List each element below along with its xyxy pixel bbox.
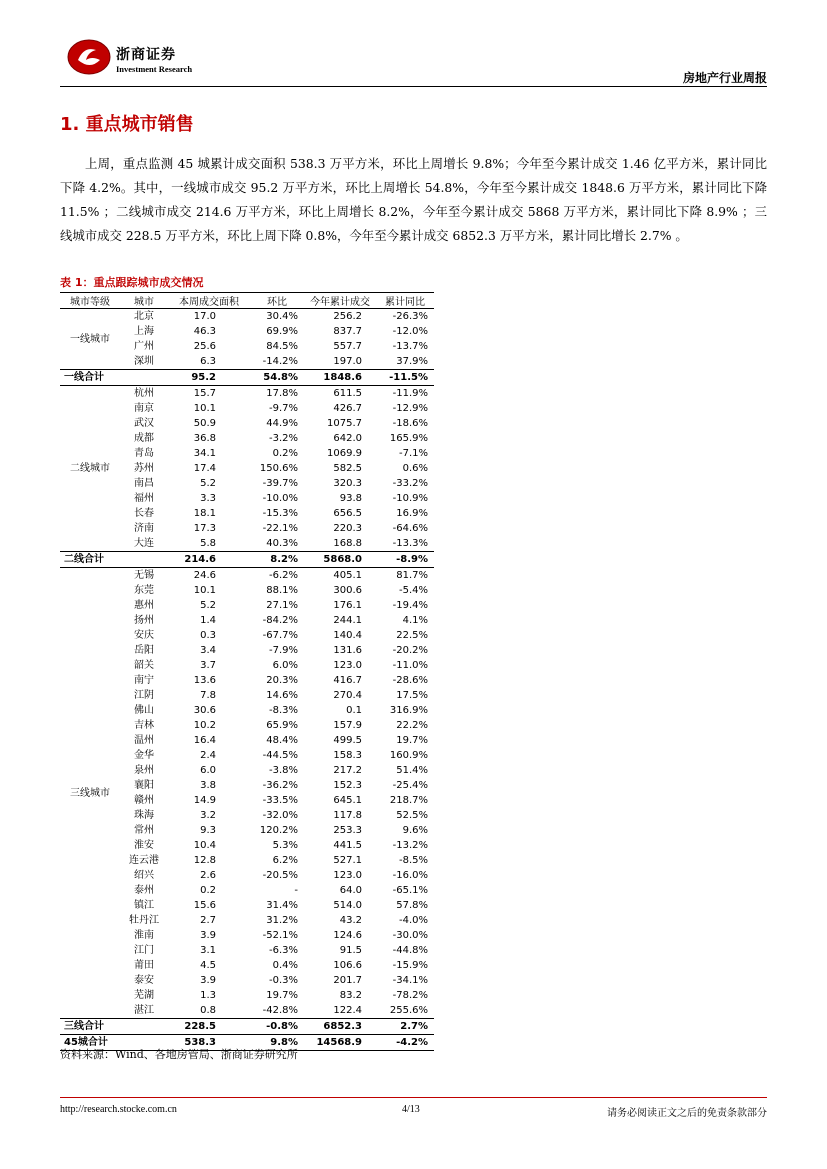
value-cell: 4.5 bbox=[200, 960, 216, 971]
value-cell: 93.8 bbox=[339, 493, 362, 504]
value-cell: -84.2% bbox=[262, 615, 298, 626]
header-yoy: 累计同比 bbox=[376, 293, 434, 309]
city-name: 韶关 bbox=[134, 660, 154, 671]
value-cell: 256.2 bbox=[333, 311, 362, 322]
value-cell: 120.2% bbox=[259, 825, 298, 836]
city-name: 吉林 bbox=[134, 720, 154, 731]
city-name: 惠州 bbox=[134, 600, 154, 611]
value-cell: 2.4 bbox=[200, 750, 216, 761]
value-cell: 157.9 bbox=[333, 720, 362, 731]
city-name: 杭州 bbox=[134, 388, 154, 399]
city-name: 成都 bbox=[134, 433, 154, 444]
value-cell: -52.1% bbox=[262, 930, 298, 941]
value-cell: -10.9% bbox=[392, 493, 428, 504]
city-name: 温州 bbox=[134, 735, 154, 746]
value-cell: 9.6% bbox=[402, 825, 428, 836]
tier-label: 二线城市 bbox=[70, 463, 110, 474]
value-cell: -11.0% bbox=[392, 660, 428, 671]
table-row bbox=[60, 386, 434, 402]
table-header-row bbox=[60, 293, 434, 309]
value-cell: 5.8 bbox=[200, 538, 216, 549]
value-cell: -10.0% bbox=[262, 493, 298, 504]
value-cell: 6.3 bbox=[200, 356, 216, 367]
city-name: 南昌 bbox=[134, 478, 154, 489]
value-cell: 3.2 bbox=[200, 810, 216, 821]
value-cell: 17.4 bbox=[193, 463, 216, 474]
value-cell: 1.4 bbox=[200, 615, 216, 626]
value-cell: 645.1 bbox=[333, 795, 362, 806]
value-cell: 3.3 bbox=[200, 493, 216, 504]
value-cell: 10.1 bbox=[193, 585, 216, 596]
value-cell: 83.2 bbox=[339, 990, 362, 1001]
value-cell: -64.6% bbox=[392, 523, 428, 534]
subtotal-value: 8.2% bbox=[250, 552, 304, 568]
value-cell: -13.7% bbox=[392, 341, 428, 352]
city-name: 深圳 bbox=[134, 356, 154, 367]
value-cell: 0.2% bbox=[272, 448, 298, 459]
value-cell: 15.7 bbox=[193, 388, 216, 399]
value-cell: 19.7% bbox=[266, 990, 298, 1001]
value-cell: 25.6 bbox=[193, 341, 216, 352]
value-cell: -8.5% bbox=[398, 855, 428, 866]
value-cell: 140.4 bbox=[333, 630, 362, 641]
value-cell: 16.9% bbox=[396, 508, 428, 519]
value-cell: 40.3% bbox=[266, 538, 298, 549]
summary-paragraph: 上周，重点监测 45 城累计成交面积 538.3 万平方米，环比上周增长 9.8%；今年至今累计成交 1.46 亿平方米，累计同比下降 4.2%。其中，一线城市成交 95.2 万平方米，环比上周增长 54.8%，今年至今累计成交 1848.6 万平方米，累计同比下降 11.5% ；二线城市成交 214.6 万平方米，环比上周增长 8.2%，今年至今累计成交 5868 万平方米，累计同比下降 8.9% ；三线城市成交 228.5 万平方米，环比上周下降 0.8%，今年至今累计成交 6852.3 万平方米，累计同比增长 2.7% 。 bbox=[60, 156, 767, 243]
value-cell: 51.4% bbox=[396, 765, 428, 776]
table-row bbox=[60, 568, 434, 584]
city-name: 南京 bbox=[134, 403, 154, 414]
value-cell: 117.8 bbox=[333, 810, 362, 821]
header-wow: 环比 bbox=[250, 293, 304, 309]
value-cell: 30.6 bbox=[193, 705, 216, 716]
subtotal-value: 95.2 bbox=[168, 370, 250, 386]
total-value: 538.3 bbox=[168, 1035, 250, 1051]
header-divider bbox=[60, 86, 767, 87]
value-cell: -18.6% bbox=[392, 418, 428, 429]
value-cell: 16.4 bbox=[193, 735, 216, 746]
city-name: 金华 bbox=[134, 750, 154, 761]
city-name: 湛江 bbox=[134, 1005, 154, 1016]
table-body bbox=[60, 309, 434, 1051]
city-name: 襄阳 bbox=[134, 780, 154, 791]
subtotal-value: -8.9% bbox=[376, 552, 434, 568]
value-cell: -36.2% bbox=[262, 780, 298, 791]
value-cell: 13.6 bbox=[193, 675, 216, 686]
value-cell: 10.2 bbox=[193, 720, 216, 731]
value-cell: 320.3 bbox=[333, 478, 362, 489]
value-cell: 837.7 bbox=[333, 326, 362, 337]
city-name: 济南 bbox=[134, 523, 154, 534]
subtotal-value: 228.5 bbox=[168, 1019, 250, 1035]
total-value: -4.2% bbox=[376, 1035, 434, 1051]
value-cell: 6.0% bbox=[272, 660, 298, 671]
value-cell: 17.0 bbox=[193, 311, 216, 322]
value-cell: -11.9% bbox=[392, 388, 428, 399]
footer-disclaimer: 请务必阅读正文之后的免责条款部分 bbox=[607, 1108, 767, 1119]
value-cell: 17.3 bbox=[193, 523, 216, 534]
value-cell: -13.2% bbox=[392, 840, 428, 851]
value-cell: 176.1 bbox=[333, 600, 362, 611]
value-cell: 91.5 bbox=[339, 945, 362, 956]
city-name: 长春 bbox=[134, 508, 154, 519]
subtotal-value: -11.5% bbox=[376, 370, 434, 386]
value-cell: 17.5% bbox=[396, 690, 428, 701]
subtotal-row bbox=[60, 552, 434, 568]
value-cell: 36.8 bbox=[193, 433, 216, 444]
value-cell: 6.0 bbox=[200, 765, 216, 776]
value-cell: 165.9% bbox=[389, 433, 428, 444]
value-cell: 69.9% bbox=[266, 326, 298, 337]
value-cell: -32.0% bbox=[262, 810, 298, 821]
city-name: 泰州 bbox=[134, 885, 154, 896]
value-cell: -22.1% bbox=[262, 523, 298, 534]
subtotal-value: 1848.6 bbox=[304, 370, 376, 386]
city-name: 福州 bbox=[134, 493, 154, 504]
value-cell: -6.3% bbox=[268, 945, 298, 956]
value-cell: 3.9 bbox=[200, 975, 216, 986]
value-cell: 316.9% bbox=[389, 705, 428, 716]
city-name: 江门 bbox=[134, 945, 154, 956]
city-name: 淮南 bbox=[134, 930, 154, 941]
value-cell: 152.3 bbox=[333, 780, 362, 791]
page-number: 4/13 bbox=[402, 1104, 420, 1115]
value-cell: 0.1 bbox=[346, 705, 362, 716]
value-cell: -7.9% bbox=[268, 645, 298, 656]
value-cell: 19.7% bbox=[396, 735, 428, 746]
value-cell: 197.0 bbox=[333, 356, 362, 367]
value-cell: -3.8% bbox=[268, 765, 298, 776]
value-cell: 88.1% bbox=[266, 585, 298, 596]
value-cell: -6.2% bbox=[268, 570, 298, 581]
header-weekly-area: 本周成交面积 bbox=[168, 293, 250, 309]
value-cell: -3.2% bbox=[268, 433, 298, 444]
value-cell: -44.8% bbox=[392, 945, 428, 956]
value-cell: 7.8 bbox=[200, 690, 216, 701]
city-name: 扬州 bbox=[134, 615, 154, 626]
subtotal-label: 二线合计 bbox=[60, 552, 168, 568]
value-cell: 2.6 bbox=[200, 870, 216, 881]
subtotal-value: 54.8% bbox=[250, 370, 304, 386]
table-row bbox=[60, 309, 434, 325]
value-cell: 1.3 bbox=[200, 990, 216, 1001]
city-name: 赣州 bbox=[134, 795, 154, 806]
value-cell: 3.9 bbox=[200, 930, 216, 941]
value-cell: 5.2 bbox=[200, 478, 216, 489]
value-cell: 1069.9 bbox=[327, 448, 362, 459]
value-cell: 3.7 bbox=[200, 660, 216, 671]
subtotal-value: 2.7% bbox=[376, 1019, 434, 1035]
value-cell: 3.4 bbox=[200, 645, 216, 656]
city-name: 佛山 bbox=[134, 705, 154, 716]
value-cell: 52.5% bbox=[396, 810, 428, 821]
value-cell: -4.0% bbox=[398, 915, 428, 926]
value-cell: -8.3% bbox=[268, 705, 298, 716]
city-name: 广州 bbox=[134, 341, 154, 352]
value-cell: 0.2 bbox=[200, 885, 216, 896]
value-cell: 253.3 bbox=[333, 825, 362, 836]
value-cell: 124.6 bbox=[333, 930, 362, 941]
value-cell: 48.4% bbox=[266, 735, 298, 746]
value-cell: -20.2% bbox=[392, 645, 428, 656]
subtotal-row bbox=[60, 1019, 434, 1035]
value-cell: -28.6% bbox=[392, 675, 428, 686]
city-name: 安庆 bbox=[134, 630, 154, 641]
value-cell: 65.9% bbox=[266, 720, 298, 731]
city-name: 南宁 bbox=[134, 675, 154, 686]
value-cell: 10.1 bbox=[193, 403, 216, 414]
city-name: 镇江 bbox=[134, 900, 154, 911]
city-name: 东莞 bbox=[134, 585, 154, 596]
value-cell: -26.3% bbox=[392, 311, 428, 322]
value-cell: -15.3% bbox=[262, 508, 298, 519]
subtotal-value: 214.6 bbox=[168, 552, 250, 568]
value-cell: 557.7 bbox=[333, 341, 362, 352]
value-cell: 244.1 bbox=[333, 615, 362, 626]
value-cell: 582.5 bbox=[333, 463, 362, 474]
value-cell: 160.9% bbox=[389, 750, 428, 761]
value-cell: 43.2 bbox=[339, 915, 362, 926]
value-cell: 14.6% bbox=[266, 690, 298, 701]
value-cell: 17.8% bbox=[266, 388, 298, 399]
value-cell: 611.5 bbox=[333, 388, 362, 399]
value-cell: 150.6% bbox=[259, 463, 298, 474]
value-cell: 44.9% bbox=[266, 418, 298, 429]
value-cell: 201.7 bbox=[333, 975, 362, 986]
value-cell: -34.1% bbox=[392, 975, 428, 986]
value-cell: 642.0 bbox=[333, 433, 362, 444]
city-name: 无锡 bbox=[134, 570, 154, 581]
value-cell: -16.0% bbox=[392, 870, 428, 881]
header-ytd: 今年累计成交 bbox=[304, 293, 376, 309]
value-cell: 57.8% bbox=[396, 900, 428, 911]
value-cell: 31.2% bbox=[266, 915, 298, 926]
value-cell: -5.4% bbox=[398, 585, 428, 596]
company-name-en: Investment Research bbox=[116, 64, 193, 74]
company-name-cn: 浙商证券 bbox=[116, 47, 176, 63]
value-cell: 22.5% bbox=[396, 630, 428, 641]
city-name: 连云港 bbox=[129, 855, 159, 866]
value-cell: 405.1 bbox=[333, 570, 362, 581]
city-name: 江阴 bbox=[134, 690, 154, 701]
city-name: 莆田 bbox=[134, 960, 154, 971]
value-cell: 218.7% bbox=[389, 795, 428, 806]
value-cell: 24.6 bbox=[193, 570, 216, 581]
value-cell: 84.5% bbox=[266, 341, 298, 352]
header-city: 城市 bbox=[120, 293, 168, 309]
value-cell: 527.1 bbox=[333, 855, 362, 866]
value-cell: -13.3% bbox=[392, 538, 428, 549]
city-name: 岳阳 bbox=[134, 645, 154, 656]
total-label: 45城合计 bbox=[60, 1035, 168, 1051]
value-cell: 270.4 bbox=[333, 690, 362, 701]
subtotal-label: 一线合计 bbox=[60, 370, 168, 386]
value-cell: 50.9 bbox=[193, 418, 216, 429]
subtotal-value: 6852.3 bbox=[304, 1019, 376, 1035]
value-cell: 31.4% bbox=[266, 900, 298, 911]
report-type: 房地产行业周报 bbox=[682, 71, 767, 85]
value-cell: 656.5 bbox=[333, 508, 362, 519]
value-cell: 1075.7 bbox=[327, 418, 362, 429]
value-cell: 46.3 bbox=[193, 326, 216, 337]
header-tier: 城市等级 bbox=[60, 293, 120, 309]
value-cell: -0.3% bbox=[268, 975, 298, 986]
subtotal-label: 三线合计 bbox=[60, 1019, 168, 1035]
value-cell: 0.3 bbox=[200, 630, 216, 641]
city-name: 绍兴 bbox=[134, 870, 154, 881]
value-cell: 0.4% bbox=[272, 960, 298, 971]
value-cell: 416.7 bbox=[333, 675, 362, 686]
city-name: 北京 bbox=[134, 311, 154, 322]
city-name: 武汉 bbox=[134, 418, 154, 429]
city-name: 苏州 bbox=[134, 463, 154, 474]
value-cell: 441.5 bbox=[333, 840, 362, 851]
value-cell: 106.6 bbox=[333, 960, 362, 971]
value-cell: -30.0% bbox=[392, 930, 428, 941]
value-cell: 168.8 bbox=[333, 538, 362, 549]
total-value: 9.8% bbox=[250, 1035, 304, 1051]
footer-url[interactable]: http://research.stocke.com.cn bbox=[60, 1104, 177, 1115]
value-cell: 14.9 bbox=[193, 795, 216, 806]
city-name: 芜湖 bbox=[134, 990, 154, 1001]
table-source: 资料来源：Wind、各地房管局、浙商证券研究所 bbox=[60, 1048, 298, 1061]
value-cell: 10.4 bbox=[193, 840, 216, 851]
value-cell: 12.8 bbox=[193, 855, 216, 866]
city-name: 泉州 bbox=[134, 765, 154, 776]
value-cell: 300.6 bbox=[333, 585, 362, 596]
value-cell: -12.9% bbox=[392, 403, 428, 414]
value-cell: -67.7% bbox=[262, 630, 298, 641]
value-cell: 0.6% bbox=[402, 463, 428, 474]
city-name: 牡丹江 bbox=[129, 915, 159, 926]
city-name: 大连 bbox=[134, 538, 154, 549]
total-value: 14568.9 bbox=[304, 1035, 376, 1051]
table-caption: 表 1：重点跟踪城市成交情况 bbox=[60, 276, 204, 289]
value-cell: 123.0 bbox=[333, 870, 362, 881]
value-cell: 15.6 bbox=[193, 900, 216, 911]
value-cell: 5.3% bbox=[272, 840, 298, 851]
value-cell: 3.8 bbox=[200, 780, 216, 791]
value-cell: 27.1% bbox=[266, 600, 298, 611]
value-cell: 81.7% bbox=[396, 570, 428, 581]
value-cell: 37.9% bbox=[396, 356, 428, 367]
subtotal-row bbox=[60, 370, 434, 386]
value-cell: 4.1% bbox=[402, 615, 428, 626]
value-cell: -44.5% bbox=[262, 750, 298, 761]
city-name: 淮安 bbox=[134, 840, 154, 851]
value-cell: 426.7 bbox=[333, 403, 362, 414]
value-cell: 220.3 bbox=[333, 523, 362, 534]
subtotal-value: -0.8% bbox=[250, 1019, 304, 1035]
value-cell: 20.3% bbox=[266, 675, 298, 686]
logo-icon bbox=[66, 38, 112, 76]
value-cell: 34.1 bbox=[193, 448, 216, 459]
value-cell: -65.1% bbox=[392, 885, 428, 896]
value-cell: 158.3 bbox=[333, 750, 362, 761]
city-sales-table bbox=[60, 292, 434, 1051]
subtotal-value: 5868.0 bbox=[304, 552, 376, 568]
value-cell: 2.7 bbox=[200, 915, 216, 926]
value-cell: 5.2 bbox=[200, 600, 216, 611]
value-cell: 64.0 bbox=[339, 885, 362, 896]
value-cell: -15.9% bbox=[392, 960, 428, 971]
value-cell: 499.5 bbox=[333, 735, 362, 746]
value-cell: 3.1 bbox=[200, 945, 216, 956]
value-cell: -78.2% bbox=[392, 990, 428, 1001]
value-cell: -33.5% bbox=[262, 795, 298, 806]
value-cell: -9.7% bbox=[268, 403, 298, 414]
tier-label: 三线城市 bbox=[70, 787, 110, 799]
tier-label: 一线城市 bbox=[70, 333, 110, 345]
city-name: 泰安 bbox=[134, 975, 154, 986]
value-cell: -12.0% bbox=[392, 326, 428, 337]
value-cell: -33.2% bbox=[392, 478, 428, 489]
city-name: 珠海 bbox=[134, 810, 154, 821]
value-cell: - bbox=[294, 885, 298, 896]
section-title: 1. 重点城市销售 bbox=[60, 114, 194, 135]
value-cell: 18.1 bbox=[193, 508, 216, 519]
value-cell: -7.1% bbox=[398, 448, 428, 459]
value-cell: -14.2% bbox=[262, 356, 298, 367]
value-cell: 123.0 bbox=[333, 660, 362, 671]
value-cell: 217.2 bbox=[333, 765, 362, 776]
value-cell: 9.3 bbox=[200, 825, 216, 836]
city-name: 青岛 bbox=[134, 448, 154, 459]
value-cell: 30.4% bbox=[266, 311, 298, 322]
city-name: 常州 bbox=[134, 825, 154, 836]
value-cell: 131.6 bbox=[333, 645, 362, 656]
city-name: 上海 bbox=[134, 326, 154, 337]
value-cell: 122.4 bbox=[333, 1005, 362, 1016]
value-cell: -20.5% bbox=[262, 870, 298, 881]
value-cell: -25.4% bbox=[392, 780, 428, 791]
value-cell: 255.6% bbox=[389, 1005, 428, 1016]
value-cell: 6.2% bbox=[272, 855, 298, 866]
value-cell: 0.8 bbox=[200, 1005, 216, 1016]
footer-divider bbox=[60, 1097, 767, 1098]
value-cell: -42.8% bbox=[262, 1005, 298, 1016]
value-cell: 514.0 bbox=[333, 900, 362, 911]
value-cell: -39.7% bbox=[262, 478, 298, 489]
value-cell: -19.4% bbox=[392, 600, 428, 611]
value-cell: 22.2% bbox=[396, 720, 428, 731]
